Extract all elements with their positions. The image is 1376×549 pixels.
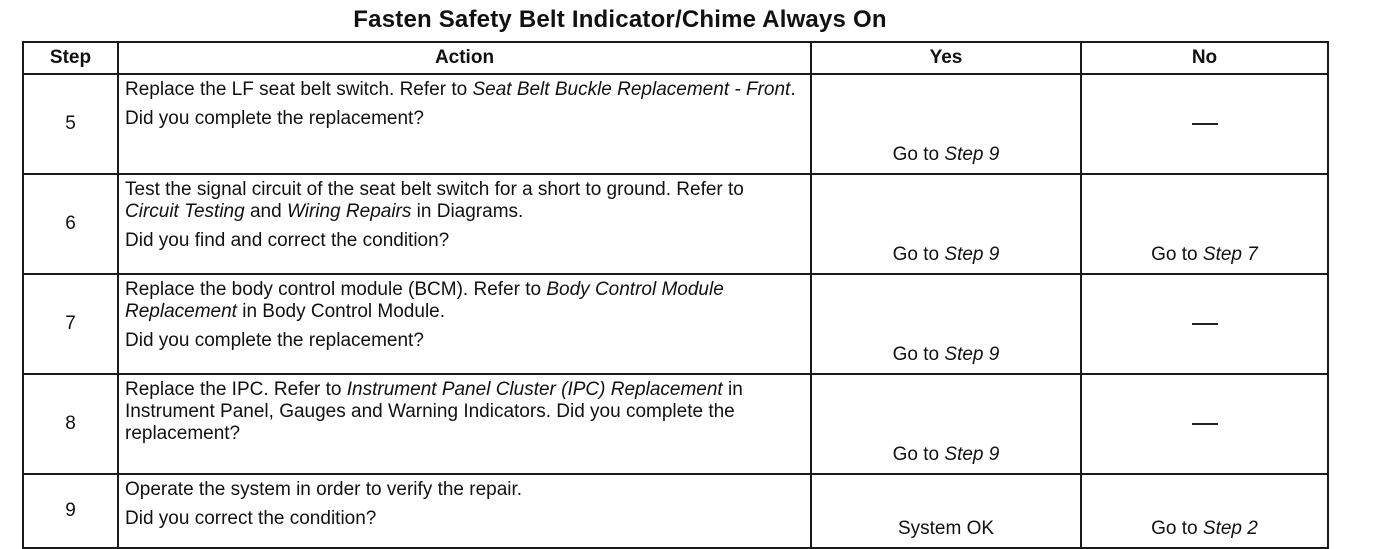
yes-result [812,518,1080,540]
yes-cell [811,274,1081,374]
step-number: 5 [23,74,118,174]
step-number: 7 [23,274,118,374]
yes-result-segment: Go to [892,244,945,265]
not-applicable-dash [1192,323,1218,325]
action-question: Did you find and correct the condition? [125,230,450,251]
action-segment: Body Control Module Replacement [125,279,724,322]
no-result-segment: Step 2 [1202,518,1258,539]
yes-result-segment: Step 9 [944,344,1000,365]
not-applicable-dash [1192,423,1218,425]
action-cell [118,374,811,474]
action-segment: Seat Belt Buckle Replacement - Front [472,79,791,100]
yes-cell [811,74,1081,174]
diagnostic-table [22,41,1329,549]
no-result [1082,518,1327,540]
action-text [125,79,796,100]
table-row [23,174,1328,274]
no-cell [1081,74,1328,174]
action-segment: Test the signal circuit of the seat belt switch for a short to ground. Refer to [125,179,744,200]
action-text [125,179,744,222]
action-segment: in Instrument Panel, Gauges and Warning Indicators. Did you complete the replacement? [125,379,743,444]
action-segment: in Body Control Module. [236,301,446,322]
action-segment: Replace the LF seat belt switch. Refer to [125,79,473,100]
action-segment: Wiring Repairs [286,201,412,222]
no-result-segment: Step 7 [1202,244,1258,265]
no-result-segment: Go to [1151,518,1203,539]
action-segment: in Diagrams. [411,201,524,222]
no-result-segment: Go to [1151,244,1203,265]
action-segment: . [790,79,796,100]
step-number: 8 [23,374,118,474]
yes-result [812,144,1080,166]
action-question: Did you complete the replacement? [125,108,424,129]
yes-result-segment: Go to [892,344,945,365]
yes-cell [811,374,1081,474]
no-cell [1081,174,1328,274]
yes-result-segment: Step 9 [944,244,1000,265]
step-number: 6 [23,174,118,274]
no-cell [1081,374,1328,474]
table-row [23,74,1328,174]
no-cell [1081,274,1328,374]
header-action: Action [118,42,811,74]
yes-result-segment: Step 9 [944,444,1000,465]
table-row [23,374,1328,474]
action-text [125,479,522,500]
yes-result [812,444,1080,466]
yes-cell [811,174,1081,274]
action-segment: Circuit Testing [125,201,245,222]
action-question: Did you complete the replacement? [125,330,424,351]
yes-result-segment: Go to [892,144,945,165]
action-segment: Operate the system in order to verify the repair. [125,479,523,500]
action-cell [118,174,811,274]
action-segment: and [244,201,287,222]
action-text [125,279,724,322]
yes-cell [811,474,1081,548]
action-cell [118,274,811,374]
not-applicable-dash [1192,123,1218,125]
action-segment: Instrument Panel Cluster (IPC) Replacement [346,379,723,400]
page-title: Fasten Safety Belt Indicator/Chime Always On [353,6,887,33]
yes-result [812,244,1080,266]
action-question: Did you correct the condition? [125,508,377,529]
table-row [23,474,1328,548]
table-row [23,274,1328,374]
header-step: Step [23,42,118,74]
no-result [1082,244,1327,266]
yes-result-segment: Go to [892,444,945,465]
table-header-row [23,42,1328,74]
no-cell [1081,474,1328,548]
yes-result-segment: System OK [897,518,995,539]
action-text [125,379,743,444]
action-cell [118,74,811,174]
step-number: 9 [23,474,118,548]
header-yes: Yes [811,42,1081,74]
yes-result-segment: Step 9 [944,144,1000,165]
header-no: No [1081,42,1328,74]
action-cell [118,474,811,548]
action-segment: Replace the IPC. Refer to [125,379,347,400]
action-segment: Replace the body control module (BCM). Refer to [125,279,547,300]
yes-result [812,344,1080,366]
